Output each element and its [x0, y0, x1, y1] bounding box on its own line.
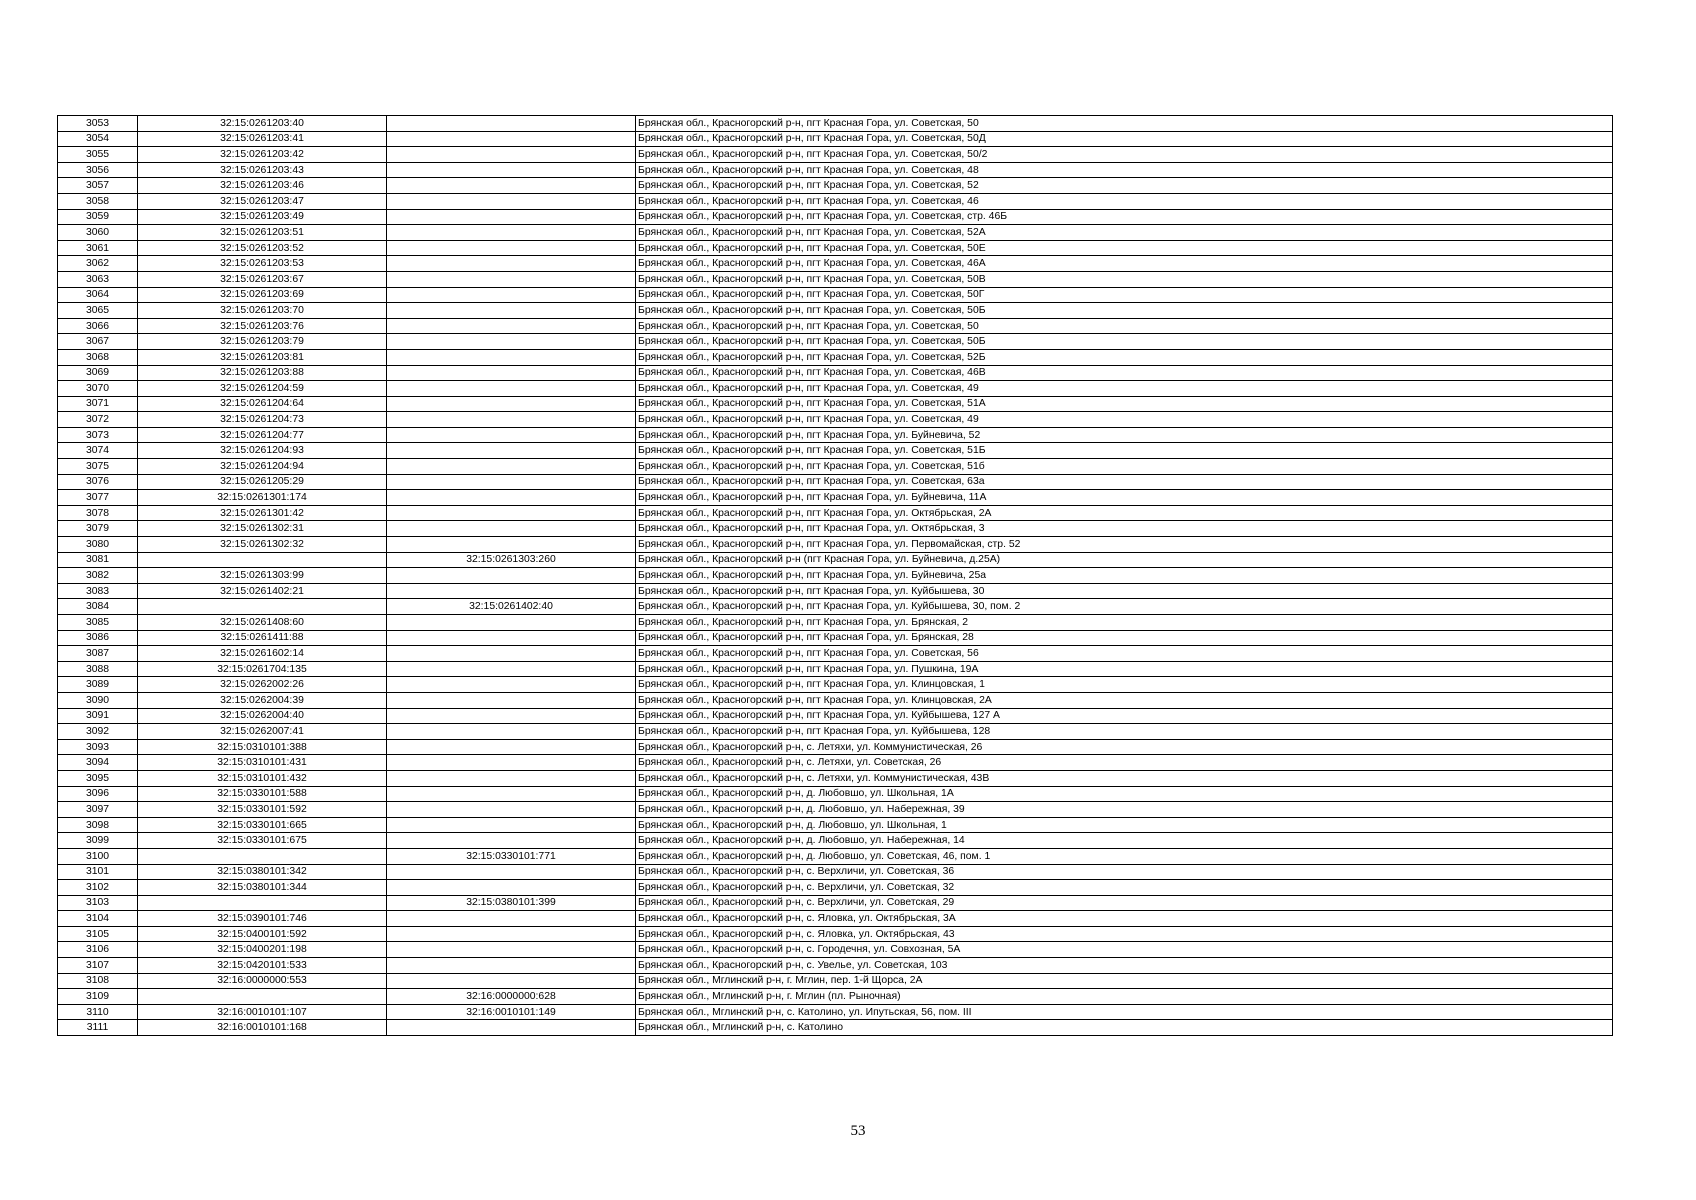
row-number-cell: 3093: [58, 739, 138, 755]
cadastral-number-cell: 32:15:0261203:41: [138, 131, 387, 147]
cadastral-number-cell: 32:15:0330101:592: [138, 802, 387, 818]
address-cell: Брянская обл., Красногорский р-н, пгт Красная Гора, ул. Советская, 50: [636, 318, 1613, 334]
table-row: [58, 755, 1613, 771]
cadastral-number-cell: 32:15:0261204:93: [138, 443, 387, 459]
address-cell: Брянская обл., Мглинский р-н, г. Мглин, пер. 1-й Щорса, 2А: [636, 973, 1613, 989]
row-number-cell: 3099: [58, 833, 138, 849]
linked-cadastral-number-cell: 32:15:0261303:260: [387, 552, 636, 568]
cadastral-number-cell: 32:15:0400201:198: [138, 942, 387, 958]
row-number-cell: 3106: [58, 942, 138, 958]
address-cell: Брянская обл., Красногорский р-н, д. Любовшо, ул. Набережная, 39: [636, 802, 1613, 818]
address-cell: Брянская обл., Красногорский р-н, пгт Красная Гора, ул. Буйневича, 52: [636, 427, 1613, 443]
linked-cadastral-number-cell: [387, 256, 636, 272]
table-row: [58, 911, 1613, 927]
table-row: [58, 599, 1613, 615]
cadastral-number-cell: 32:15:0330101:588: [138, 786, 387, 802]
cadastral-number-cell: 32:15:0261602:14: [138, 646, 387, 662]
table-row: [58, 1004, 1613, 1020]
linked-cadastral-number-cell: [387, 724, 636, 740]
address-cell: Брянская обл., Красногорский р-н, пгт Красная Гора, ул. Советская, 51б: [636, 459, 1613, 475]
table-row: [58, 412, 1613, 428]
linked-cadastral-number-cell: [387, 271, 636, 287]
linked-cadastral-number-cell: 32:15:0380101:399: [387, 895, 636, 911]
address-cell: Брянская обл., Красногорский р-н, пгт Красная Гора, ул. Советская, 49: [636, 381, 1613, 397]
address-cell: Брянская обл., Красногорский р-н, пгт Красная Гора, ул. Буйневича, 11А: [636, 490, 1613, 506]
linked-cadastral-number-cell: [387, 568, 636, 584]
cadastral-number-cell: 32:15:0261402:21: [138, 583, 387, 599]
linked-cadastral-number-cell: [387, 147, 636, 163]
linked-cadastral-number-cell: [387, 225, 636, 241]
cadastral-number-cell: 32:15:0261203:53: [138, 256, 387, 272]
row-number-cell: 3104: [58, 911, 138, 927]
table-row: [58, 427, 1613, 443]
cadastral-number-cell: 32:15:0261704:135: [138, 661, 387, 677]
table-row: [58, 926, 1613, 942]
cadastral-number-cell: 32:15:0261203:42: [138, 147, 387, 163]
linked-cadastral-number-cell: [387, 537, 636, 553]
cadastral-number-cell: 32:15:0310101:432: [138, 770, 387, 786]
table-row: [58, 459, 1613, 475]
address-cell: Брянская обл., Мглинский р-н, с. Католино: [636, 1020, 1613, 1036]
registry-table-body: [58, 116, 1613, 1036]
linked-cadastral-number-cell: [387, 786, 636, 802]
linked-cadastral-number-cell: [387, 802, 636, 818]
linked-cadastral-number-cell: [387, 770, 636, 786]
cadastral-number-cell: 32:15:0261203:43: [138, 162, 387, 178]
cadastral-number-cell: 32:15:0262004:39: [138, 692, 387, 708]
table-row: [58, 583, 1613, 599]
row-number-cell: 3081: [58, 552, 138, 568]
address-cell: Брянская обл., Красногорский р-н, пгт Красная Гора, ул. Советская, 46А: [636, 256, 1613, 272]
address-cell: Брянская обл., Красногорский р-н, пгт Красная Гора, ул. Брянская, 28: [636, 630, 1613, 646]
address-cell: Брянская обл., Красногорский р-н, с. Летяхи, ул. Коммунистическая, 26: [636, 739, 1613, 755]
table-row: [58, 396, 1613, 412]
address-cell: Брянская обл., Красногорский р-н, пгт Красная Гора, ул. Клинцовская, 1: [636, 677, 1613, 693]
address-cell: Брянская обл., Красногорский р-н, пгт Красная Гора, ул. Советская, 49: [636, 412, 1613, 428]
address-cell: Брянская обл., Красногорский р-н, пгт Красная Гора, ул. Клинцовская, 2А: [636, 692, 1613, 708]
row-number-cell: 3058: [58, 193, 138, 209]
cadastral-number-cell: 32:15:0261203:51: [138, 225, 387, 241]
table-row: [58, 505, 1613, 521]
linked-cadastral-number-cell: [387, 739, 636, 755]
cadastral-number-cell: 32:15:0310101:388: [138, 739, 387, 755]
row-number-cell: 3096: [58, 786, 138, 802]
cadastral-number-cell: 32:15:0330101:675: [138, 833, 387, 849]
address-cell: Брянская обл., Красногорский р-н, пгт Красная Гора, ул. Пушкина, 19А: [636, 661, 1613, 677]
linked-cadastral-number-cell: [387, 178, 636, 194]
linked-cadastral-number-cell: [387, 1020, 636, 1036]
address-cell: Брянская обл., Красногорский р-н, пгт Красная Гора, ул. Куйбышева, 30: [636, 583, 1613, 599]
linked-cadastral-number-cell: [387, 116, 636, 132]
cadastral-number-cell: 32:15:0261203:88: [138, 365, 387, 381]
linked-cadastral-number-cell: [387, 755, 636, 771]
linked-cadastral-number-cell: [387, 942, 636, 958]
table-row: [58, 552, 1613, 568]
address-cell: Брянская обл., Красногорский р-н, пгт Красная Гора, ул. Советская, 50В: [636, 271, 1613, 287]
table-row: [58, 833, 1613, 849]
address-cell: Брянская обл., Красногорский р-н, пгт Красная Гора, ул. Советская, 50Е: [636, 240, 1613, 256]
table-row: [58, 225, 1613, 241]
row-number-cell: 3100: [58, 848, 138, 864]
cadastral-number-cell: 32:15:0261205:29: [138, 474, 387, 490]
cadastral-number-cell: 32:15:0261204:77: [138, 427, 387, 443]
cadastral-number-cell: 32:15:0261411:88: [138, 630, 387, 646]
table-row: [58, 334, 1613, 350]
address-cell: Брянская обл., Красногорский р-н, с. Летяхи, ул. Советская, 26: [636, 755, 1613, 771]
table-row: [58, 630, 1613, 646]
row-number-cell: 3057: [58, 178, 138, 194]
linked-cadastral-number-cell: [387, 459, 636, 475]
row-number-cell: 3055: [58, 147, 138, 163]
row-number-cell: 3068: [58, 349, 138, 365]
cadastral-number-cell: [138, 599, 387, 615]
linked-cadastral-number-cell: [387, 303, 636, 319]
table-row: [58, 303, 1613, 319]
cadastral-number-cell: 32:15:0261204:59: [138, 381, 387, 397]
cadastral-number-cell: 32:15:0261203:49: [138, 209, 387, 225]
row-number-cell: 3109: [58, 989, 138, 1005]
address-cell: Брянская обл., Красногорский р-н, пгт Красная Гора, ул. Октябрьская, 2А: [636, 505, 1613, 521]
cadastral-number-cell: 32:15:0262004:40: [138, 708, 387, 724]
linked-cadastral-number-cell: [387, 521, 636, 537]
linked-cadastral-number-cell: [387, 911, 636, 927]
address-cell: Брянская обл., Красногорский р-н, с. Верхличи, ул. Советская, 29: [636, 895, 1613, 911]
row-number-cell: 3078: [58, 505, 138, 521]
table-row: [58, 958, 1613, 974]
address-cell: Брянская обл., Красногорский р-н, пгт Красная Гора, ул. Первомайская, стр. 52: [636, 537, 1613, 553]
address-cell: Брянская обл., Красногорский р-н, с. Яловка, ул. Октябрьская, 43: [636, 926, 1613, 942]
table-row: [58, 474, 1613, 490]
table-row: [58, 770, 1613, 786]
table-row: [58, 646, 1613, 662]
address-cell: Брянская обл., Красногорский р-н, пгт Красная Гора, ул. Советская, стр. 46Б: [636, 209, 1613, 225]
table-row: [58, 443, 1613, 459]
table-row: [58, 365, 1613, 381]
table-row: [58, 786, 1613, 802]
address-cell: Брянская обл., Красногорский р-н, с. Яловка, ул. Октябрьская, 3А: [636, 911, 1613, 927]
linked-cadastral-number-cell: [387, 833, 636, 849]
cadastral-number-cell: 32:15:0261203:47: [138, 193, 387, 209]
table-row: [58, 178, 1613, 194]
table-row: [58, 240, 1613, 256]
linked-cadastral-number-cell: 32:16:0000000:628: [387, 989, 636, 1005]
cadastral-number-cell: 32:15:0261301:174: [138, 490, 387, 506]
address-cell: Брянская обл., Красногорский р-н, с. Верхличи, ул. Советская, 32: [636, 880, 1613, 896]
address-cell: Брянская обл., Красногорский р-н, пгт Красная Гора, ул. Куйбышева, 30, пом. 2: [636, 599, 1613, 615]
linked-cadastral-number-cell: [387, 615, 636, 631]
address-cell: Брянская обл., Красногорский р-н, с. Городечня, ул. Совхозная, 5А: [636, 942, 1613, 958]
address-cell: Брянская обл., Красногорский р-н, пгт Красная Гора, ул. Советская, 50Д: [636, 131, 1613, 147]
table-row: [58, 848, 1613, 864]
row-number-cell: 3064: [58, 287, 138, 303]
address-cell: Брянская обл., Красногорский р-н, пгт Красная Гора, ул. Советская, 52А: [636, 225, 1613, 241]
address-cell: Брянская обл., Мглинский р-н, г. Мглин (пл. Рыночная): [636, 989, 1613, 1005]
table-row: [58, 677, 1613, 693]
row-number-cell: 3086: [58, 630, 138, 646]
row-number-cell: 3097: [58, 802, 138, 818]
linked-cadastral-number-cell: [387, 958, 636, 974]
cadastral-number-cell: [138, 552, 387, 568]
address-cell: Брянская обл., Мглинский р-н, с. Католино, ул. Ипутьская, 56, пом. III: [636, 1004, 1613, 1020]
row-number-cell: 3074: [58, 443, 138, 459]
linked-cadastral-number-cell: [387, 396, 636, 412]
table-row: [58, 521, 1613, 537]
cadastral-number-cell: 32:16:0010101:168: [138, 1020, 387, 1036]
linked-cadastral-number-cell: [387, 474, 636, 490]
page-number: 53: [850, 1123, 866, 1139]
table-row: [58, 989, 1613, 1005]
row-number-cell: 3063: [58, 271, 138, 287]
cadastral-number-cell: 32:16:0000000:553: [138, 973, 387, 989]
row-number-cell: 3111: [58, 1020, 138, 1036]
linked-cadastral-number-cell: [387, 427, 636, 443]
cadastral-number-cell: 32:15:0261203:76: [138, 318, 387, 334]
address-cell: Брянская обл., Красногорский р-н, пгт Красная Гора, ул. Куйбышева, 128: [636, 724, 1613, 740]
row-number-cell: 3076: [58, 474, 138, 490]
cadastral-number-cell: 32:15:0261203:69: [138, 287, 387, 303]
linked-cadastral-number-cell: [387, 349, 636, 365]
address-cell: Брянская обл., Красногорский р-н, пгт Красная Гора, ул. Советская, 46: [636, 193, 1613, 209]
table-row: [58, 131, 1613, 147]
address-cell: Брянская обл., Красногорский р-н, пгт Красная Гора, ул. Советская, 50Б: [636, 334, 1613, 350]
linked-cadastral-number-cell: [387, 817, 636, 833]
cadastral-number-cell: 32:15:0330101:665: [138, 817, 387, 833]
cadastral-number-cell: 32:15:0261204:73: [138, 412, 387, 428]
row-number-cell: 3071: [58, 396, 138, 412]
cadastral-number-cell: 32:15:0261203:81: [138, 349, 387, 365]
table-row: [58, 880, 1613, 896]
table-row: [58, 349, 1613, 365]
linked-cadastral-number-cell: [387, 240, 636, 256]
row-number-cell: 3066: [58, 318, 138, 334]
cadastral-number-cell: 32:15:0400101:592: [138, 926, 387, 942]
address-cell: Брянская обл., Красногорский р-н, пгт Красная Гора, ул. Советская, 52Б: [636, 349, 1613, 365]
row-number-cell: 3101: [58, 864, 138, 880]
address-cell: Брянская обл., Красногорский р-н, с. Верхличи, ул. Советская, 36: [636, 864, 1613, 880]
table-row: [58, 147, 1613, 163]
cadastral-number-cell: 32:15:0262002:26: [138, 677, 387, 693]
linked-cadastral-number-cell: [387, 646, 636, 662]
row-number-cell: 3072: [58, 412, 138, 428]
row-number-cell: 3084: [58, 599, 138, 615]
cadastral-number-cell: 32:15:0380101:344: [138, 880, 387, 896]
linked-cadastral-number-cell: [387, 926, 636, 942]
row-number-cell: 3069: [58, 365, 138, 381]
table-row: [58, 287, 1613, 303]
address-cell: Брянская обл., Красногорский р-н, пгт Красная Гора, ул. Советская, 50/2: [636, 147, 1613, 163]
row-number-cell: 3082: [58, 568, 138, 584]
cadastral-number-cell: 32:15:0261302:31: [138, 521, 387, 537]
linked-cadastral-number-cell: [387, 334, 636, 350]
linked-cadastral-number-cell: [387, 443, 636, 459]
address-cell: Брянская обл., Красногорский р-н, с. Увелье, ул. Советская, 103: [636, 958, 1613, 974]
table-row: [58, 973, 1613, 989]
row-number-cell: 3065: [58, 303, 138, 319]
table-row: [58, 724, 1613, 740]
table-row: [58, 537, 1613, 553]
row-number-cell: 3094: [58, 755, 138, 771]
linked-cadastral-number-cell: [387, 131, 636, 147]
cadastral-number-cell: [138, 848, 387, 864]
cadastral-number-cell: 32:15:0261203:70: [138, 303, 387, 319]
linked-cadastral-number-cell: [387, 864, 636, 880]
table-row: [58, 817, 1613, 833]
cadastral-number-cell: 32:15:0261408:60: [138, 615, 387, 631]
address-cell: Брянская обл., Красногорский р-н, пгт Красная Гора, ул. Куйбышева, 127 А: [636, 708, 1613, 724]
row-number-cell: 3062: [58, 256, 138, 272]
table-row: [58, 615, 1613, 631]
row-number-cell: 3061: [58, 240, 138, 256]
row-number-cell: 3054: [58, 131, 138, 147]
address-cell: Брянская обл., Красногорский р-н, пгт Красная Гора, ул. Советская, 51Б: [636, 443, 1613, 459]
linked-cadastral-number-cell: 32:15:0261402:40: [387, 599, 636, 615]
address-cell: Брянская обл., Красногорский р-н, пгт Красная Гора, ул. Брянская, 2: [636, 615, 1613, 631]
cadastral-number-cell: 32:15:0420101:533: [138, 958, 387, 974]
linked-cadastral-number-cell: [387, 381, 636, 397]
row-number-cell: 3083: [58, 583, 138, 599]
cadastral-number-cell: 32:15:0261203:46: [138, 178, 387, 194]
row-number-cell: 3080: [58, 537, 138, 553]
property-registry-table: [57, 115, 1613, 1036]
row-number-cell: 3098: [58, 817, 138, 833]
address-cell: Брянская обл., Красногорский р-н, пгт Красная Гора, ул. Советская, 52: [636, 178, 1613, 194]
table-row: [58, 708, 1613, 724]
linked-cadastral-number-cell: [387, 162, 636, 178]
cadastral-number-cell: 32:15:0390101:746: [138, 911, 387, 927]
address-cell: Брянская обл., Красногорский р-н, пгт Красная Гора, ул. Буйневича, 25а: [636, 568, 1613, 584]
cadastral-number-cell: 32:15:0261203:79: [138, 334, 387, 350]
row-number-cell: 3077: [58, 490, 138, 506]
row-number-cell: 3085: [58, 615, 138, 631]
row-number-cell: 3079: [58, 521, 138, 537]
table-row: [58, 802, 1613, 818]
linked-cadastral-number-cell: [387, 880, 636, 896]
cadastral-number-cell: [138, 895, 387, 911]
row-number-cell: 3108: [58, 973, 138, 989]
cadastral-number-cell: 32:15:0261302:32: [138, 537, 387, 553]
cadastral-number-cell: 32:15:0261303:99: [138, 568, 387, 584]
cadastral-number-cell: 32:15:0261203:40: [138, 116, 387, 132]
table-row: [58, 256, 1613, 272]
linked-cadastral-number-cell: [387, 412, 636, 428]
table-row: [58, 864, 1613, 880]
linked-cadastral-number-cell: [387, 661, 636, 677]
row-number-cell: 3095: [58, 770, 138, 786]
address-cell: Брянская обл., Красногорский р-н, пгт Красная Гора, ул. Советская, 56: [636, 646, 1613, 662]
cadastral-number-cell: 32:15:0310101:431: [138, 755, 387, 771]
linked-cadastral-number-cell: [387, 677, 636, 693]
table-row: [58, 209, 1613, 225]
row-number-cell: 3091: [58, 708, 138, 724]
row-number-cell: 3073: [58, 427, 138, 443]
cadastral-number-cell: 32:15:0261204:94: [138, 459, 387, 475]
row-number-cell: 3075: [58, 459, 138, 475]
cadastral-number-cell: 32:15:0261203:67: [138, 271, 387, 287]
address-cell: Брянская обл., Красногорский р-н, д. Любовшо, ул. Набережная, 14: [636, 833, 1613, 849]
linked-cadastral-number-cell: [387, 583, 636, 599]
cadastral-number-cell: [138, 989, 387, 1005]
table-row: [58, 193, 1613, 209]
table-row: [58, 568, 1613, 584]
row-number-cell: 3056: [58, 162, 138, 178]
row-number-cell: 3088: [58, 661, 138, 677]
cadastral-number-cell: 32:15:0261204:64: [138, 396, 387, 412]
linked-cadastral-number-cell: [387, 630, 636, 646]
address-cell: Брянская обл., Красногорский р-н, с. Летяхи, ул. Коммунистическая, 43В: [636, 770, 1613, 786]
row-number-cell: 3089: [58, 677, 138, 693]
address-cell: Брянская обл., Красногорский р-н, пгт Красная Гора, ул. Советская, 48: [636, 162, 1613, 178]
address-cell: Брянская обл., Красногорский р-н, пгт Красная Гора, ул. Советская, 50Г: [636, 287, 1613, 303]
row-number-cell: 3059: [58, 209, 138, 225]
linked-cadastral-number-cell: [387, 692, 636, 708]
linked-cadastral-number-cell: 32:15:0330101:771: [387, 848, 636, 864]
table-row: [58, 162, 1613, 178]
row-number-cell: 3110: [58, 1004, 138, 1020]
row-number-cell: 3070: [58, 381, 138, 397]
address-cell: Брянская обл., Красногорский р-н, д. Любовшо, ул. Советская, 46, пом. 1: [636, 848, 1613, 864]
table-row: [58, 739, 1613, 755]
row-number-cell: 3105: [58, 926, 138, 942]
row-number-cell: 3053: [58, 116, 138, 132]
table-row: [58, 1020, 1613, 1036]
address-cell: Брянская обл., Красногорский р-н, пгт Красная Гора, ул. Октябрьская, 3: [636, 521, 1613, 537]
linked-cadastral-number-cell: [387, 193, 636, 209]
linked-cadastral-number-cell: [387, 209, 636, 225]
table-row: [58, 942, 1613, 958]
table-row: [58, 661, 1613, 677]
row-number-cell: 3060: [58, 225, 138, 241]
table-row: [58, 692, 1613, 708]
linked-cadastral-number-cell: 32:16:0010101:149: [387, 1004, 636, 1020]
address-cell: Брянская обл., Красногорский р-н, пгт Красная Гора, ул. Советская, 51А: [636, 396, 1613, 412]
row-number-cell: 3067: [58, 334, 138, 350]
linked-cadastral-number-cell: [387, 505, 636, 521]
address-cell: Брянская обл., Красногорский р-н, пгт Красная Гора, ул. Советская, 63а: [636, 474, 1613, 490]
row-number-cell: 3107: [58, 958, 138, 974]
cadastral-number-cell: 32:15:0380101:342: [138, 864, 387, 880]
address-cell: Брянская обл., Красногорский р-н, пгт Красная Гора, ул. Советская, 50: [636, 116, 1613, 132]
cadastral-number-cell: 32:15:0261301:42: [138, 505, 387, 521]
linked-cadastral-number-cell: [387, 490, 636, 506]
address-cell: Брянская обл., Красногорский р-н, пгт Красная Гора, ул. Советская, 46В: [636, 365, 1613, 381]
row-number-cell: 3090: [58, 692, 138, 708]
linked-cadastral-number-cell: [387, 365, 636, 381]
table-row: [58, 116, 1613, 132]
row-number-cell: 3087: [58, 646, 138, 662]
table-row: [58, 318, 1613, 334]
table-row: [58, 895, 1613, 911]
cadastral-number-cell: 32:16:0010101:107: [138, 1004, 387, 1020]
linked-cadastral-number-cell: [387, 287, 636, 303]
address-cell: Брянская обл., Красногорский р-н, д. Любовшо, ул. Школьная, 1: [636, 817, 1613, 833]
cadastral-number-cell: 32:15:0262007:41: [138, 724, 387, 740]
address-cell: Брянская обл., Красногорский р-н, д. Любовшо, ул. Школьная, 1А: [636, 786, 1613, 802]
table-row: [58, 271, 1613, 287]
linked-cadastral-number-cell: [387, 973, 636, 989]
linked-cadastral-number-cell: [387, 708, 636, 724]
address-cell: Брянская обл., Красногорский р-н, пгт Красная Гора, ул. Советская, 50Б: [636, 303, 1613, 319]
row-number-cell: 3103: [58, 895, 138, 911]
address-cell: Брянская обл., Красногорский р-н (пгт Красная Гора, ул. Буйневича, д.25А): [636, 552, 1613, 568]
linked-cadastral-number-cell: [387, 318, 636, 334]
cadastral-number-cell: 32:15:0261203:52: [138, 240, 387, 256]
table-row: [58, 490, 1613, 506]
row-number-cell: 3102: [58, 880, 138, 896]
row-number-cell: 3092: [58, 724, 138, 740]
table-row: [58, 381, 1613, 397]
